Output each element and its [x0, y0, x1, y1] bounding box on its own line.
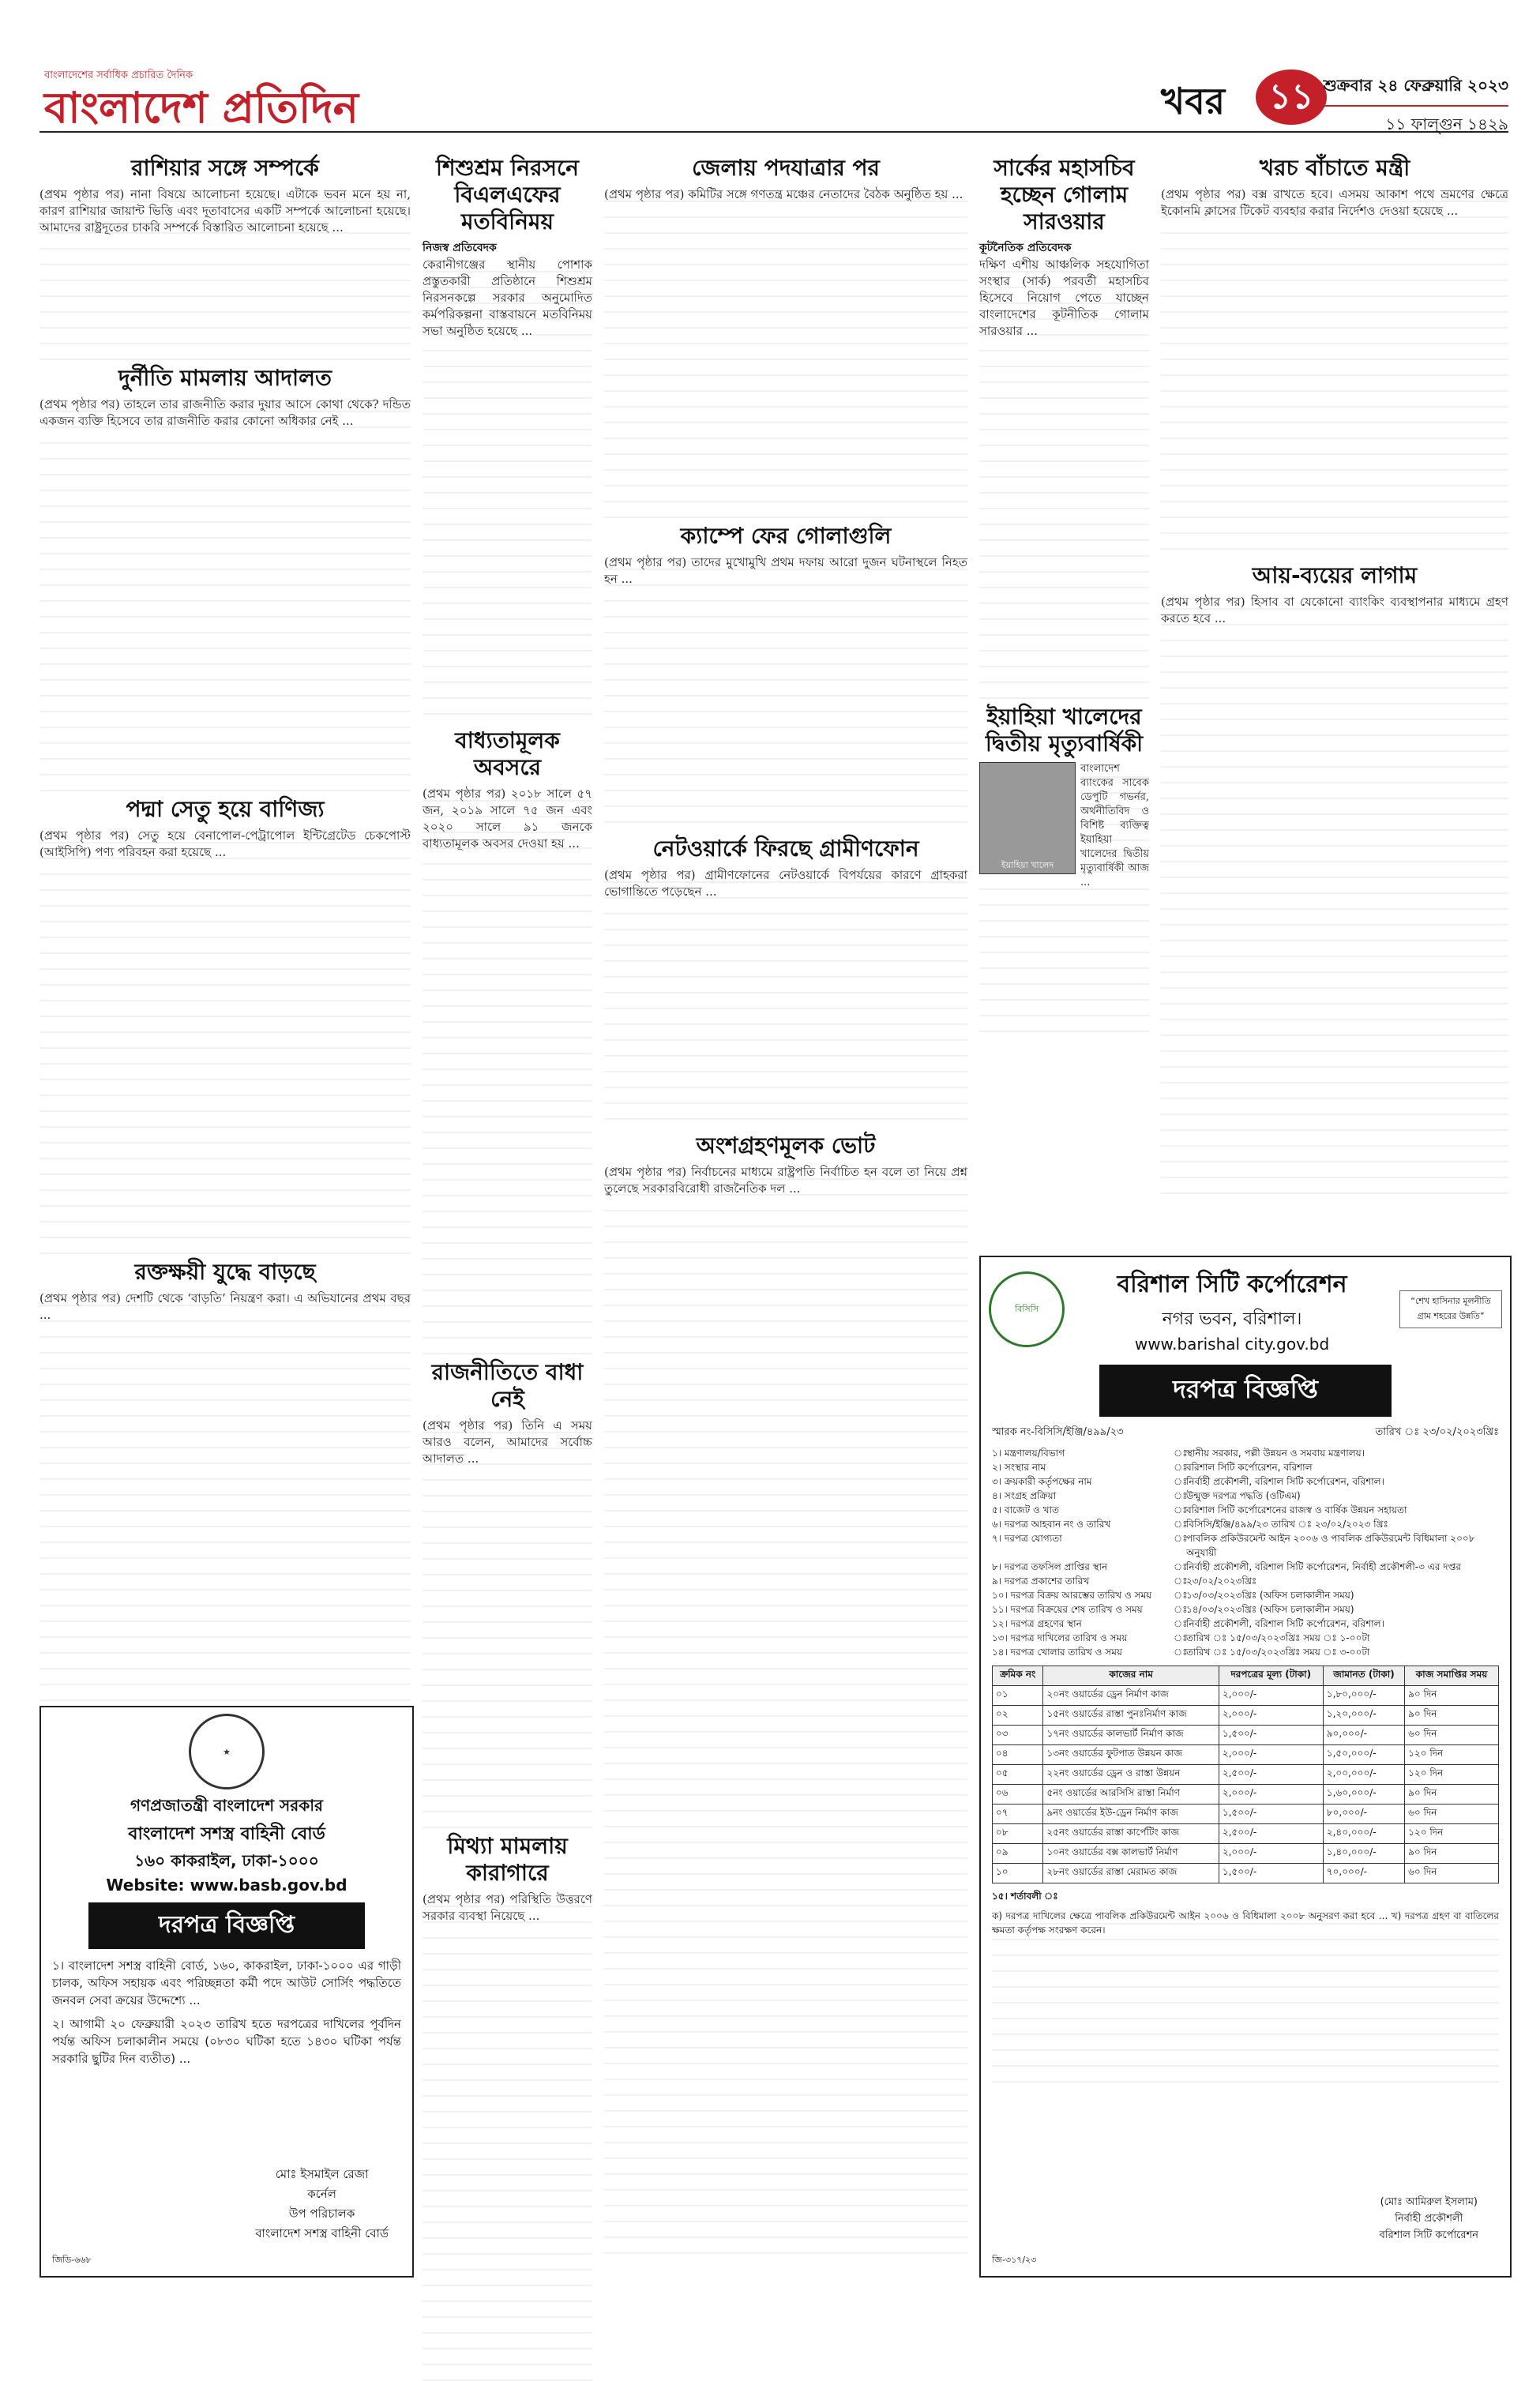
tender-info-value: তারিখ ঃ ১৫/০৩/২০২৩খ্রিঃ সময় ঃ ১-০০টা [1186, 1632, 1370, 1643]
ad-line-3: ১৬০ কাকরাইল, ঢাকা-১০০০ [134, 1851, 319, 1870]
tender-info-value: স্থানীয় সরকার, পল্লী উন্নয়ন ও সমবায় মন্ত্রণালয়। [1186, 1448, 1365, 1459]
table-row [993, 1726, 1499, 1745]
table-cell: ১,৬০,০০০/- [1323, 1785, 1404, 1805]
table-cell: ৯০,০০০/- [1323, 1726, 1404, 1745]
table-cell: ২,৫০০/- [1219, 1765, 1323, 1785]
table-cell: ১,২০,০০০/- [1323, 1706, 1404, 1726]
tender-conditions-title: ১৫। শর্তাবলী ঃ [992, 1891, 1058, 1902]
tender-info-key: ৫। বাজেট ও খাত [992, 1504, 1059, 1515]
table-cell: ২,৫০০/- [1219, 1824, 1323, 1844]
headline-minister-spending: খরচ বাঁচাতে মন্ত্রী [1259, 155, 1410, 181]
table-cell: ২,০০,০০০/- [1323, 1765, 1404, 1785]
ad-barishal-tender [979, 1256, 1512, 2278]
table-row [993, 1686, 1499, 1706]
tender-info-value: বরিশাল সিটি কর্পোরেশনের রাজস্ব ও বার্ষিক উন্নয়ন সহায়তা [1186, 1504, 1407, 1515]
signature-org: বাংলাদেশ সশস্ত্র বাহিনী বোর্ড [255, 2226, 389, 2240]
table-cell: ১৩নং ওয়ার্ডের ফুটপাত উন্নয়ন কাজ [1043, 1745, 1219, 1765]
tender-info-sep: ঃ [1174, 1504, 1188, 1515]
tender-info-value: নির্বাহী প্রকৌশলী, বরিশাল সিটি কর্পোরেশন, বরিশাল। [1186, 1476, 1384, 1487]
tender-info-row [992, 1617, 1499, 1631]
table-cell: ১,৫০০/- [1219, 1726, 1323, 1745]
ad-website: Website: www.basb.gov.bd [106, 1876, 347, 1895]
headline-corruption-case: দুর্নীতি মামলায় আদালত [118, 365, 332, 391]
table-cell: ১২০ দিন [1405, 1824, 1499, 1844]
tender-signature [1380, 2195, 1478, 2244]
article-child-labour: কেরানীগঞ্জের স্থানীয় পোশাক প্রস্তুতকারী প্রতিষ্ঠানে শিশুশ্রম নিরসনকল্পে সরকার অনুমোদিত কর্মপরিকল্পনা বাস্তবায়নে মতবিনিময় সভা অনুষ্ঠিত হয়েছে ... [423, 257, 592, 723]
tender-info-row [992, 1645, 1499, 1659]
tender-col-header: কাজ সমাপ্তির সময় [1405, 1666, 1499, 1686]
column-2 [423, 150, 592, 2381]
column-3 [604, 150, 967, 2254]
tender-info-row [992, 1517, 1499, 1531]
table-cell: ০২ [993, 1706, 1043, 1726]
table-cell: ৭০,০০০/- [1323, 1864, 1404, 1883]
tender-info-row [992, 1560, 1499, 1574]
headline-forced-retire: বাধ্যতামূলক অবসরে [455, 727, 560, 780]
tender-info-sep: ঃ [1174, 1561, 1188, 1572]
table-cell: ১,৮০,০০০/- [1323, 1686, 1404, 1706]
headline-politics: রাজনীতিতে বাধা নেই [431, 1359, 584, 1412]
table-cell: ৯০ দিন [1405, 1785, 1499, 1805]
table-cell: ০৯ [993, 1844, 1043, 1864]
tender-info-value: বিসিসি/ইঞ্জি/৪৯৯/২৩ তারিখ ঃ ২৩/০২/২০২৩ খ্রিঃ [1186, 1519, 1388, 1530]
table-cell: ১,৪০,০০০/- [1323, 1844, 1404, 1864]
ad-banner: দরপত্র বিজ্ঞপ্তি [88, 1902, 365, 1949]
tender-info-row [992, 1503, 1499, 1517]
signature-title: উপ পরিচালক [288, 2206, 355, 2221]
table-cell: ০৫ [993, 1765, 1043, 1785]
article-forced-retire: (প্রথম পৃষ্ঠার পর) ২০১৮ সালে ৫৭ জন, ২০১৯ সালে ৭৫ জন এবং ২০২০ সালে ৯১ জনকে বাধ্যতামূলক অবসর দেওয়া হয় ... [423, 786, 592, 1354]
tender-date: তারিখ ঃ ২৩/০২/২০২৩খ্রিঃ [1375, 1426, 1499, 1438]
table-cell: ৯০ দিন [1405, 1686, 1499, 1706]
table-cell: ২,০০০/- [1219, 1844, 1323, 1864]
tender-col-header: দরপত্রের মূল্য (টাকা) [1219, 1666, 1323, 1686]
tender-info-sep: ঃ [1174, 1590, 1188, 1601]
signature-rank: কর্নেল [307, 2187, 336, 2201]
table-cell: ২,০০০/- [1219, 1745, 1323, 1765]
tender-website: www.barishal city.gov.bd [1134, 1335, 1330, 1354]
article-false-case: (প্রথম পৃষ্ঠার পর) পরিস্থিতি উত্তরণে সরকার ব্যবস্থা নিয়েছে ... [423, 1891, 592, 2381]
tender-sig-org: বরিশাল সিটি কর্পোরেশন [1379, 2229, 1478, 2241]
tender-col-header: জামানত (টাকা) [1323, 1666, 1404, 1686]
tender-info-row [992, 1474, 1499, 1489]
headline-saarc: সার্কের মহাসচিব হচ্ছেন গোলাম সারওয়ার [993, 155, 1135, 235]
tender-info-row [992, 1602, 1499, 1617]
article-politics: (প্রথম পৃষ্ঠার পর) তিনি এ সময় আরও বলেন, আমাদের সর্বোচ্চ আদালত ... [423, 1418, 592, 1828]
tender-info-row [992, 1460, 1499, 1474]
table-cell: ০৮ [993, 1824, 1043, 1844]
table-cell: ২৮নং ওয়ার্ডের রাস্তা মেরামত কাজ [1043, 1864, 1219, 1883]
headline-income-expense: আয়-ব্যয়ের লাগাম [1252, 562, 1418, 588]
tender-info-value: তারিখ ঃ ১৫/০৩/২০২৩খ্রিঃ সময় ঃ ৩-০০টা [1186, 1647, 1370, 1658]
tender-table-header [993, 1666, 1499, 1686]
table-cell: ১৭নং ওয়ার্ডের কালভার্ট নির্মাণ কাজ [1043, 1726, 1219, 1745]
tender-info-key: ১। মন্ত্রণালয়/বিভাগ [992, 1448, 1065, 1459]
tender-info-sep: ঃ [1174, 1618, 1188, 1629]
table-cell: ০৬ [993, 1785, 1043, 1805]
table-row [993, 1765, 1499, 1785]
table-cell: ৬০ দিন [1405, 1805, 1499, 1824]
tender-conditions: ক) দরপত্র দাখিলের ক্ষেত্রে পাবলিক প্রকিউরমেন্ট আইন ২০০৬ ও বিধিমালা ২০০৮ অনুসরণ করা হবে ... খ) দরপত্র গ্রহণ বা বাতিলের ক্ষমতা কর্তৃপক্ষ সংরক্ষণ করেন। [992, 1909, 1499, 2082]
table-cell: ১,৫০০/- [1219, 1864, 1323, 1883]
ad-clause-2: ২। আগামী ২০ ফেব্রুয়ারী ২০২৩ তারিখ হতে দরপত্রের দাখিলের পূর্বদিন পর্যন্ত অফিস চলাকালীন সময়ে (০৮৩০ ঘটিকা হতে ১৪৩০ ঘটিকা পর্যন্ত সরকারি ছুটির দিন ব্যতীত) ... [52, 2017, 401, 2066]
tender-banner: দরপত্র বিজ্ঞপ্তি [1099, 1365, 1392, 1417]
headline-camp-gunfight: ক্যাম্পে ফের গোলাগুলি [680, 523, 892, 549]
tender-table-body [993, 1686, 1499, 1883]
tender-info-sep: ঃ [1174, 1490, 1188, 1501]
table-cell: ২৫নং ওয়ার্ডের রাস্তা কার্পেটিং কাজ [1043, 1824, 1219, 1844]
table-row [993, 1745, 1499, 1765]
table-cell: ৬০ দিন [1405, 1864, 1499, 1883]
table-row [993, 1864, 1499, 1883]
issue-dates [1324, 74, 1508, 139]
headline-padma-trade: পদ্মা সেতু হয়ে বাণিজ্য [126, 796, 325, 822]
tender-info-row [992, 1446, 1499, 1460]
tender-col-header: কাজের নাম [1043, 1666, 1219, 1686]
column-1 [39, 150, 411, 1748]
tender-info-sep: ঃ [1174, 1519, 1188, 1530]
table-row [993, 1785, 1499, 1805]
brand-logo [39, 68, 371, 131]
table-row [993, 1824, 1499, 1844]
tender-info-sep: ঃ [1174, 1476, 1188, 1487]
table-cell: ২২নং ওয়ার্ডের ড্রেন ও রাস্তা উন্নয়ন [1043, 1765, 1219, 1785]
portrait-photo [979, 762, 1076, 874]
tender-info-value: বরিশাল সিটি কর্পোরেশন, বরিশাল [1186, 1462, 1313, 1473]
article-padma-trade: (প্রথম পৃষ্ঠার পর) সেতু হয়ে বেনাপোল-পেট্রাপোল ইন্টিগ্রেটেড চেকপোস্ট (আইসিপি) পণ্য পরিবহন করা হয়েছে ... [39, 828, 411, 1254]
tender-info-value: ২৩/০২/২০২৩খ্রিঃ [1186, 1575, 1257, 1587]
tender-info-sep: ঃ [1174, 1632, 1188, 1643]
tender-info-key: ৮। দরপত্র তফসিল প্রাপ্তির স্থান [992, 1561, 1108, 1572]
bcc-logo-icon: বিসিসি [989, 1271, 1065, 1347]
table-cell: ১২০ দিন [1405, 1745, 1499, 1765]
table-cell: ৯০ দিন [1405, 1844, 1499, 1864]
column-4 [979, 150, 1149, 1032]
tender-info-value: উন্মুক্ত দরপত্র পদ্ধতি (ওটিএম) [1186, 1490, 1301, 1501]
tender-info-key: ৩। ক্রয়কারী কর্তৃপক্ষের নাম [992, 1476, 1092, 1487]
byline-child-labour: নিজস্ব প্রতিবেদক [423, 242, 497, 254]
ad-basb-tender [39, 1706, 414, 2278]
tender-info-key: ১০। দরপত্র বিক্রয় আরম্ভের তারিখ ও সময় [992, 1590, 1152, 1601]
table-cell: ০৩ [993, 1726, 1043, 1745]
table-cell: ১০ [993, 1864, 1043, 1883]
tender-info-sep: ঃ [1174, 1575, 1188, 1587]
tender-info-key: ৬। দরপত্র আহবান নং ও তারিখ [992, 1519, 1111, 1530]
tender-info-value: নির্বাহী প্রকৌশলী, বরিশাল সিটি কর্পোরেশন, বরিশাল। [1186, 1618, 1384, 1629]
tender-info-key: ৯। দরপত্র প্রকাশের তারিখ [992, 1575, 1090, 1587]
table-cell: ৫নং ওয়ার্ডের আরসিসি রাস্তা নির্মাণ [1043, 1785, 1219, 1805]
table-cell: ২০নং ওয়ার্ডের ড্রেন নির্মাণ কাজ [1043, 1686, 1219, 1706]
anniversary-block [979, 762, 1149, 888]
table-cell: ০৭ [993, 1805, 1043, 1824]
tender-info-value: নির্বাহী প্রকৌশলী, বরিশাল সিটি কর্পোরেশন, নির্বাহী প্রকৌশলী-৩ এর দপ্তর [1186, 1561, 1462, 1572]
table-row [993, 1805, 1499, 1824]
ad-code: জিডি-৬৬৮ [52, 2255, 92, 2265]
tender-info-key: ৪। সংগ্রহ প্রক্রিয়া [992, 1490, 1057, 1501]
govt-seal-icon: ★ [41, 1714, 412, 1790]
tender-info-key: ১৪। দরপত্র খোলার তারিখ ও সময় [992, 1647, 1122, 1658]
masthead [39, 68, 1508, 133]
date-weekday: শুক্রবার ২৪ ফেব্রুয়ারি ২০২৩ [1324, 74, 1508, 107]
page-number-badge: ১১ [1256, 69, 1327, 125]
tender-info-key: ১৩। দরপত্র দাখিলের তারিখ ও সময় [992, 1632, 1128, 1643]
headline-child-labour: শিশুশ্রম নিরসনে বিএলএফের মতবিনিময় [436, 155, 579, 235]
table-cell: ২,০০০/- [1219, 1686, 1323, 1706]
headline-march: জেলায় পদযাত্রার পর [692, 155, 880, 181]
headline-false-case: মিথ্যা মামলায় কারাগারে [447, 1833, 568, 1886]
table-cell: ১৫নং ওয়ার্ডের রাস্তা পুনঃনির্মাণ কাজ [1043, 1706, 1219, 1726]
article-saarc: দক্ষিণ এশীয় আঞ্চলিক সহযোগিতা সংস্থার (সার্ক) পরবর্তী মহাসচিব হিসেবে নিয়োগ পেতে যাচ্ছেন বাংলাদেশের কূটনীতিক গোলাম সারওয়ার ... [979, 257, 1149, 699]
brand-name: বাংলাদেশ প্রতিদিন [44, 83, 359, 133]
article-anniversary: বাংলাদেশ ব্যাংকের সাবেক ডেপুটি গভর্নর, অর্থনীতিবিদ ও বিশিষ্ট ব্যক্তিত্ব ইয়াহিয়া খালেদের দ্বিতীয় মৃত্যুবার্ষিকী আজ ... [1080, 763, 1149, 888]
table-cell: ২,০০০/- [1219, 1706, 1323, 1726]
headline-participatory-vote: অংশগ্রহণমূলক ভোট [696, 1132, 876, 1159]
tender-info-sep: ঃ [1174, 1604, 1188, 1615]
table-cell: ৮০,০০০/- [1323, 1805, 1404, 1824]
article-grameenphone: (প্রথম পৃষ্ঠার পর) গ্রামীণফোনের নেটওয়ার্কে বিপর্যয়ের কারণে গ্রাহকরা ভোগান্তিতে পড়েছেন ... [604, 867, 967, 1128]
table-cell: ২,০০০/- [1219, 1785, 1323, 1805]
ad-clause-1: ১। বাংলাদেশ সশস্ত্র বাহিনী বোর্ড, ১৬০, কাকরাইল, ঢাকা-১০০০ এর গাড়ী চালক, অফিস সহায়ক এবং পরিচ্ছন্নতা কর্মী পদে আউট সোর্সিং পদ্ধতিতে জনবল সেবা ক্রয়ের উদ্দেশ্যে ... [52, 1959, 401, 2007]
tender-table-wrap [981, 1659, 1510, 1890]
tender-info-key: ১২। দরপত্র গ্রহণের স্থান [992, 1618, 1082, 1629]
tender-info-list [981, 1446, 1510, 1659]
tender-info-value: পাবলিক প্রকিউরমেন্ট আইন ২০০৬ ও পাবলিক প্রকিউরমেন্ট বিধিমালা ২০০৮ অনুযায়ী [1186, 1533, 1475, 1558]
article-march: (প্রথম পৃষ্ঠার পর) কমিটির সঙ্গে গণতন্ত্র মঞ্চের নেতাদের বৈঠক অনুষ্ঠিত হয় ... [604, 186, 967, 518]
table-cell: ১২০ দিন [1405, 1765, 1499, 1785]
table-cell: ১,৫০০/- [1219, 1805, 1323, 1824]
table-cell: ০১ [993, 1686, 1043, 1706]
signature-name: মোঃ ইসমাইল রেজা [275, 2167, 369, 2181]
tender-org-block [1074, 1265, 1390, 1354]
headline-russia: রাশিয়ার সঙ্গে সম্পর্কে [131, 155, 319, 181]
tender-info-key: ৭। দরপত্র যোগ্যতা [992, 1533, 1062, 1544]
table-cell: ১,৫০,০০০/- [1323, 1745, 1404, 1765]
tender-col-header: ক্রমিক নং [993, 1666, 1043, 1686]
article-participatory-vote: (প্রথম পৃষ্ঠার পর) নির্বাচনের মাধ্যমে রাষ্ট্রপতি নির্বাচিত হন বলে তা নিয়ে প্রশ্ন তুলেছে সরকারবিরোধী রাজনৈতিক দল ... [604, 1164, 967, 2254]
tender-header [981, 1257, 1510, 1361]
tender-info-sep: ঃ [1174, 1533, 1188, 1544]
column-5 [1161, 150, 1508, 1194]
tender-info-key: ১১। দরপত্র বিক্রয়ের শেষ তারিখ ও সময় [992, 1604, 1143, 1615]
headline-anniversary: ইয়াহিয়া খালেদের দ্বিতীয় মৃত্যুবার্ষিকী [985, 704, 1144, 757]
article-income-expense: (প্রথম পৃষ্ঠার পর) হিসাব বা যেকোনো ব্যাংকিং ব্যবস্থাপনার মাধ্যমে গ্রহণ করতে হবে ... [1161, 594, 1508, 1194]
headline-grameenphone: নেটওয়ার্কে ফিরছে গ্রামীণফোন [652, 836, 919, 862]
tender-ref-line [981, 1420, 1510, 1446]
table-row [993, 1844, 1499, 1864]
article-corruption-case: (প্রথম পৃষ্ঠার পর) তাহলে তার রাজনীতি করার দুয়ার আসে কোথা থেকে? দন্ডিত একজন ব্যক্তি হিসেবে তার রাজনীতি করার কোনো অধিকার নেই ... [39, 396, 411, 791]
table-cell: ০৪ [993, 1745, 1043, 1765]
article-war: (প্রথম পৃষ্ঠার পর) দেশটি থেকে ‘বাড়তি’ নিয়ন্ত্রণ করা। এ অভিযানের প্রথম বছর ... [39, 1290, 411, 1748]
section-title: খবর [1161, 80, 1226, 122]
tender-info-value: ১৪/০৩/২০২৩খ্রিঃ (অফিস চলাকালীন সময়) [1186, 1604, 1354, 1615]
tender-info-sep: ঃ [1174, 1462, 1188, 1473]
table-cell: ৯নং ওয়ার্ডের ইউ-ড্রেন নির্মাণ কাজ [1043, 1805, 1219, 1824]
tender-sig-name: (মোঃ আমিরুল ইসলাম) [1380, 2196, 1478, 2208]
table-row [993, 1706, 1499, 1726]
article-russia: (প্রথম পৃষ্ঠার পর) নানা বিষয়ে আলোচনা হয়েছে। এটাকে ভবন মনে হয় না, কারণ রাশিয়ার জায়ান্ট ভিত্তি এবং দূতাবাসের একটি সম্পর্কে আলোচনা হয়েছে। আমাদের রাষ্ট্রদূতের চাকরি সম্পর্কে বিস্তারিত আলোচনা হয়েছে ... [39, 186, 411, 360]
tender-address: নগর ভবন, বরিশাল। [1162, 1309, 1302, 1329]
tender-info-row [992, 1531, 1499, 1560]
tender-org: বরিশাল সিটি কর্পোরেশন [1117, 1271, 1347, 1298]
table-cell: ৬০ দিন [1405, 1726, 1499, 1745]
table-cell: ২,৪০,০০০/- [1323, 1824, 1404, 1844]
tender-info-value: ১৩/০৩/২০২৩খ্রিঃ (অফিস চলাকালীন সময়) [1186, 1590, 1354, 1601]
photo-caption: ইয়াহিয়া খালেদ [1001, 860, 1054, 870]
tender-info-row [992, 1588, 1499, 1602]
tender-info-key: ২। সংস্থার নাম [992, 1462, 1046, 1473]
byline-saarc: কূটনৈতিক প্রতিবেদক [979, 242, 1072, 254]
tender-info-sep: ঃ [1174, 1448, 1188, 1459]
ad-line-1: গণপ্রজাতন্ত্রী বাংলাদেশ সরকার [130, 1796, 323, 1815]
article-minister-spending: (প্রথম পৃষ্ঠার পর) বক্স রাখতে হবে। এসময় আকাশ পথে ভ্রমণের ক্ষেত্রে ইকোনমি ক্লাসের টিকেট ব্যবহার করার নির্দেশও দেওয়া হয়েছে ... [1161, 186, 1508, 558]
date-bangla: ১১ ফাল্গুন ১৪২৯ [1385, 115, 1508, 133]
tender-info-row [992, 1489, 1499, 1503]
article-camp-gunfight: (প্রথম পৃষ্ঠার পর) তাদের মুখোমুখি প্রথম দফায় আরো দুজন ঘটনাস্থলে নিহত হন ... [604, 554, 967, 831]
ad-line-2: বাংলাদেশ সশস্ত্র বাহিনী বোর্ড [128, 1824, 325, 1844]
article-anniversary-cont [979, 874, 1149, 1032]
ad-signature [255, 2165, 389, 2244]
tender-info-row [992, 1574, 1499, 1588]
table-cell: ১০নং ওয়ার্ডের বক্স কালভার্ট নির্মাণ [1043, 1844, 1219, 1864]
tender-info-row [992, 1631, 1499, 1645]
headline-war: রক্তক্ষয়ী যুদ্ধে বাড়ছে [134, 1259, 316, 1285]
tender-ref: স্মারক নং-বিসিসি/ইঞ্জি/৪৯৯/২৩ [992, 1426, 1124, 1438]
tender-sig-title: নির্বাহী প্রকৌশলী [1395, 2213, 1463, 2225]
tender-quote: “শেখ হাসিনার মূলনীতি গ্রাম শহরের উন্নতি” [1399, 1290, 1502, 1328]
brand-tagline: বাংলাদেশের সর্বাধিক প্রচারিত দৈনিক [44, 69, 193, 81]
table-cell: ৯০ দিন [1405, 1706, 1499, 1726]
tender-info-sep: ঃ [1174, 1647, 1188, 1658]
tender-table [992, 1666, 1499, 1883]
tender-code: জি-৩১৭/২৩ [992, 2255, 1037, 2265]
